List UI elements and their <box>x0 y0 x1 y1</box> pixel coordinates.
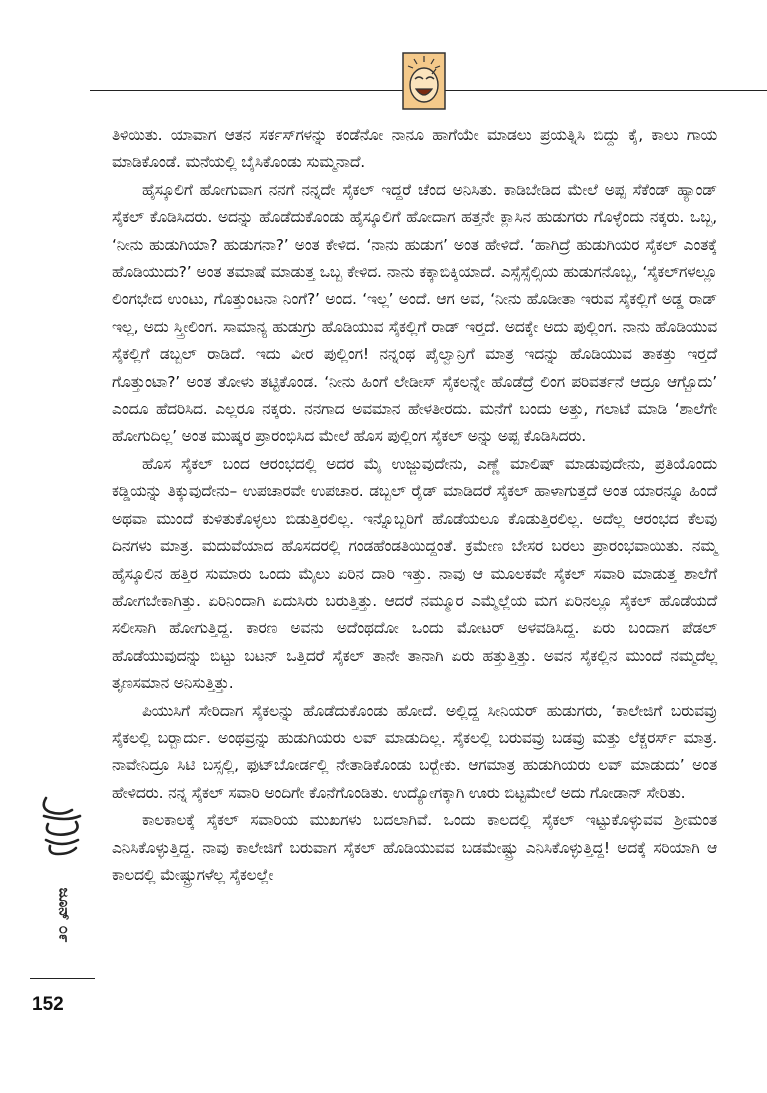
issue-date-label: ಜೂನ್ ೦೯ <box>55 887 73 943</box>
paragraph: ತಿಳಿಯಿತು. ಯಾವಾಗ ಆತನ ಸರ್ಕಸ್‌ಗಳನ್ನು ಕಂಡೆನೋ ನಾನೂ ಹಾಗೆಯೇ ಮಾಡಲು ಪ್ರಯತ್ನಿಸಿ ಬಿದ್ದು ಕೈ, ಕಾಲು ಗಾಯ ಮಾಡಿಕೊಂಡೆ. ಮನೆಯಲ್ಲಿ ಬೈಸಿಕೊಂಡು ಸುಮ್ಮನಾದೆ. <box>112 126 717 172</box>
paragraph: ಹೊಸ ಸೈಕಲ್ ಬಂದ ಆರಂಭದಲ್ಲಿ ಅದರ ಮೈ ಉಜ್ಜುವುದೇನು, ಎಣ್ಣೆ ಮಾಲಿಷ್ ಮಾಡುವುದೇನು, ಪ್ರತಿಯೊಂದು ಕಡ್ಡಿಯನ್ನು ತಿಕ್ಕುವುದೇನು– ಉಪಚಾರವೇ ಉಪಚಾರ. ಡಬ್ಬಲ್ ರೈಡ್ ಮಾಡಿದರೆ ಸೈಕಲ್ ಹಾಳಾಗುತ್ತದೆ ಅಂತ ಯಾರನ್ನೂ ಹಿಂದೆ ಅಥವಾ ಮುಂದೆ ಕುಳಿತುಕೊಳ್ಳಲು ಬಿಡುತ್ತಿರಲಿಲ್ಲ. ಇನ್ನೊಬ್ಬರಿಗೆ ಹೊಡೆಯಲೂ ಕೊಡುತ್ತಿರಲಿಲ್ಲ. ಅದೆಲ್ಲ ಆರಂಭದ ಕೆಲವು ದಿನಗಳು ಮಾತ್ರ. ಮದುವೆಯಾದ ಹೊಸದರಲ್ಲಿ ಗಂಡಹೆಂಡತಿಯಿದ್ದಂತೆ. ಕ್ರಮೇಣ ಬೇಸರ ಬರಲು ಪ್ರಾರಂಭವಾಯಿತು. ನಮ್ಮ ಹೈಸ್ಕೂಲಿನ ಹತ್ತಿರ ಸುಮಾರು ಒಂದು ಮೈಲು ಏರಿನ ದಾರಿ ಇತ್ತು. ನಾವು ಆ ಮೂಲಕವೇ ಸೈಕಲ್ ಸವಾರಿ ಮಾಡುತ್ತ ಶಾಲೆಗೆ ಹೋಗಬೇಕಾಗಿತ್ತು. ಏರಿನಿಂದಾಗಿ ಏದುಸಿರು ಬರುತ್ತಿತ್ತು. ಆದರೆ ನಮ್ಮೂರ ಎಮ್ಮೆಲ್ಲೆಯ ಮಗ ಏರಿನಲ್ಲೂ ಸೈಕಲ್ ಹೊಡೆಯದೆ ಸಲೀಸಾಗಿ ಹೋಗುತ್ತಿದ್ದ. ಕಾರಣ ಅವನು ಅದೆಂಥದೋ ಒಂದು ಮೋಟರ್ ಅಳವಡಿಸಿದ್ದ. ಏರು ಬಂದಾಗ ಪೆಡಲ್ ಹೊಡೆಯುವುದನ್ನು ಬಿಟ್ಟು ಬಟನ್ ಒತ್ತಿದರೆ ಸೈಕಲ್ ತಾನೇ ತಾನಾಗಿ ಏರು ಹತ್ತುತ್ತಿತ್ತು. ಅವನ ಸೈಕಲ್ಲಿನ ಮುಂದೆ ನಮ್ಮದೆಲ್ಲ ತೃಣಸಮಾನ ಅನಿಸುತ್ತಿತ್ತು. <box>112 454 717 693</box>
magazine-masthead-logo <box>36 790 88 860</box>
page-number: 152 <box>32 994 64 1015</box>
article-body <box>112 122 717 889</box>
bottom-rule <box>30 978 95 979</box>
paragraph: ಕಾಲಕಾಲಕ್ಕೆ ಸೈಕಲ್ ಸವಾರಿಯ ಮುಖಗಳು ಬದಲಾಗಿವೆ. ಒಂದು ಕಾಲದಲ್ಲಿ ಸೈಕಲ್ ಇಟ್ಟುಕೊಳ್ಳುವವ ಶ್ರೀಮಂತ ಎನಿಸಿಕೊಳ್ಳುತ್ತಿದ್ದ. ನಾವು ಕಾಲೇಜಿಗೆ ಬರುವಾಗ ಸೈಕಲ್ ಹೊಡಿಯುವವ ಬಡಮೇಷ್ಟ್ರು ಎನಿಸಿಕೊಳ್ಳುತ್ತಿದ್ದ! ಅದಕ್ಕೆ ಸರಿಯಾಗಿ ಆ ಕಾಲದಲ್ಲಿ ಮೇಷ್ಟ್ರುಗಳೆಲ್ಲ ಸೈಕಲಲ್ಲೇ <box>112 811 717 884</box>
issue-date <box>44 870 84 960</box>
laughing-face-emblem-icon <box>402 52 446 110</box>
paragraph: ಹೈಸ್ಕೂಲಿಗೆ ಹೋಗುವಾಗ ನನಗೆ ನನ್ನದೇ ಸೈಕಲ್ ಇದ್ದರೆ ಚೆಂದ ಅನಿಸಿತು. ಕಾಡಿಬೇಡಿದ ಮೇಲೆ ಅಪ್ಪ ಸೆಕೆಂಡ್ ಹ್ಯಾಂಡ್ ಸೈಕಲ್ ಕೊಡಿಸಿದರು. ಅದನ್ನು ಹೊಡೆದುಕೊಂಡು ಹೈಸ್ಕೂಲಿಗೆ ಹೋದಾಗ ಹತ್ತನೇ ಕ್ಲಾಸಿನ ಹುಡುಗರು ಗೊಳ್ಳೆಂದು ನಕ್ಕರು. ಒಬ್ಬ, ‘ನೀನು ಹುಡುಗಿಯಾ? ಹುಡುಗನಾ?’ ಅಂತ ಕೇಳಿದ. ‘ನಾನು ಹುಡುಗ’ ಅಂತ ಹೇಳಿದೆ. ‘ಹಾಗಿದ್ರೆ ಹುಡುಗಿಯರ ಸೈಕಲ್ ಎಂತಕ್ಕೆ ಹೊಡಿಯುದು?’ ಅಂತ ತಮಾಷೆ ಮಾಡುತ್ತ ಒಬ್ಬ ಕೇಳಿದ. ನಾನು ಕಕ್ಕಾಬಿಕ್ಕಿಯಾದೆ. ಎಸ್ಸೆಸ್ಸೆಲ್ಸಿಯ ಹುಡುಗನೊಬ್ಬ, ‘ಸೈಕಲ್‌ಗಳಲ್ಲೂ ಲಿಂಗಭೇದ ಉಂಟು, ಗೊತ್ತುಂಟನಾ ನಿಂಗೆ?’ ಅಂದ. ‘ಇಲ್ಲ’ ಅಂದೆ. ಆಗ ಅವ, ‘ನೀನು ಹೊಡೀತಾ ಇರುವ ಸೈಕಲ್ಲಿಗೆ ಅಡ್ಡ ರಾಡ್ ಇಲ್ಲ, ಅದು ಸ್ತ್ರೀಲಿಂಗ. ಸಾಮಾನ್ಯ ಹುಡುಗ್ರು ಹೊಡಿಯುವ ಸೈಕಲ್ಲಿಗೆ ರಾಡ್ ಇರ್‍ತದೆ. ಅದಕ್ಕೇ ಅದು ಪುಲ್ಲಿಂಗ. ನಾನು ಹೊಡಿಯುವ ಸೈಕಲ್ಲಿಗೆ ಡಬ್ಬಲ್ ರಾಡಿದೆ. ಇದು ವೀರ ಪುಲ್ಲಿಂಗ! ನನ್ನಂಥ ಪೈಲ್ವಾನ್ರಿಗೆ ಮಾತ್ರ ಇದನ್ನು ಹೊಡಿಯುವ ತಾಕತ್ತು ಇರ್‍ತದೆ ಗೊತ್ತುಂಟಾ?’ ಅಂತ ತೋಳು ತಟ್ಟಿಕೊಂಡ. ‘ನೀನು ಹಿಂಗೆ ಲೇಡೀಸ್ ಸೈಕಲನ್ನೇ ಹೊಡೆದ್ರೆ ಲಿಂಗ ಪರಿವರ್ತನೆ ಆದ್ರೂ ಆಗ್ಬೊದು’ ಎಂದೂ ಹೆದರಿಸಿದ. ಎಲ್ಲರೂ ನಕ್ಕರು. ನನಗಾದ ಅವಮಾನ ಹೇಳತೀರದು. ಮನೆಗೆ ಬಂದು ಅತ್ತು, ಗಲಾಟೆ ಮಾಡಿ ‘ಶಾಲೆಗೇ ಹೋಗುದಿಲ್ಲ’ ಅಂತ ಮುಷ್ಕರ ಪ್ರಾರಂಭಿಸಿದ ಮೇಲೆ ಹೊಸ ಪುಲ್ಲಿಂಗ ಸೈಕಲ್ ಅನ್ನು ಅಪ್ಪ ಕೊಡಿಸಿದರು. <box>112 180 717 446</box>
paragraph: ಪಿಯುಸಿಗೆ ಸೇರಿದಾಗ ಸೈಕಲನ್ನು ಹೊಡೆದುಕೊಂಡು ಹೋದೆ. ಅಲ್ಲಿದ್ದ ಸೀನಿಯರ್ ಹುಡುಗರು, ‘ಕಾಲೇಜಿಗೆ ಬರುವವ್ರು ಸೈಕಲಲ್ಲಿ ಬರ್‍ಬಾರ್ದು. ಅಂಥವ್ರನ್ನು ಹುಡುಗಿಯರು ಲವ್ ಮಾಡುದಿಲ್ಲ. ಸೈಕಲಲ್ಲಿ ಬರುವವ್ರು ಬಡವ್ರು ಮತ್ತು ಲೆಕ್ಚರರ್ಸ್ ಮಾತ್ರ. ನಾವೇನಿದ್ರೂ ಸಿಟಿ ಬಸ್ಸಲ್ಲಿ, ಫುಟ್‌ಬೋರ್ಡಲ್ಲಿ ನೇತಾಡಿಕೊಂಡು ಬರ್‍ಬೇಕು. ಆಗಮಾತ್ರ ಹುಡುಗಿಯರು ಲವ್ ಮಾಡುದು’ ಅಂತ ಹೇಳಿದರು. ನನ್ನ ಸೈಕಲ್ ಸವಾರಿ ಅಂದಿಗೇ ಕೊನೆಗೊಂಡಿತು. ಉದ್ಯೋಗಕ್ಕಾಗಿ ಊರು ಬಿಟ್ಟಮೇಲೆ ಅದು ಗೋಡಾನ್ ಸೇರಿತು. <box>112 701 717 802</box>
